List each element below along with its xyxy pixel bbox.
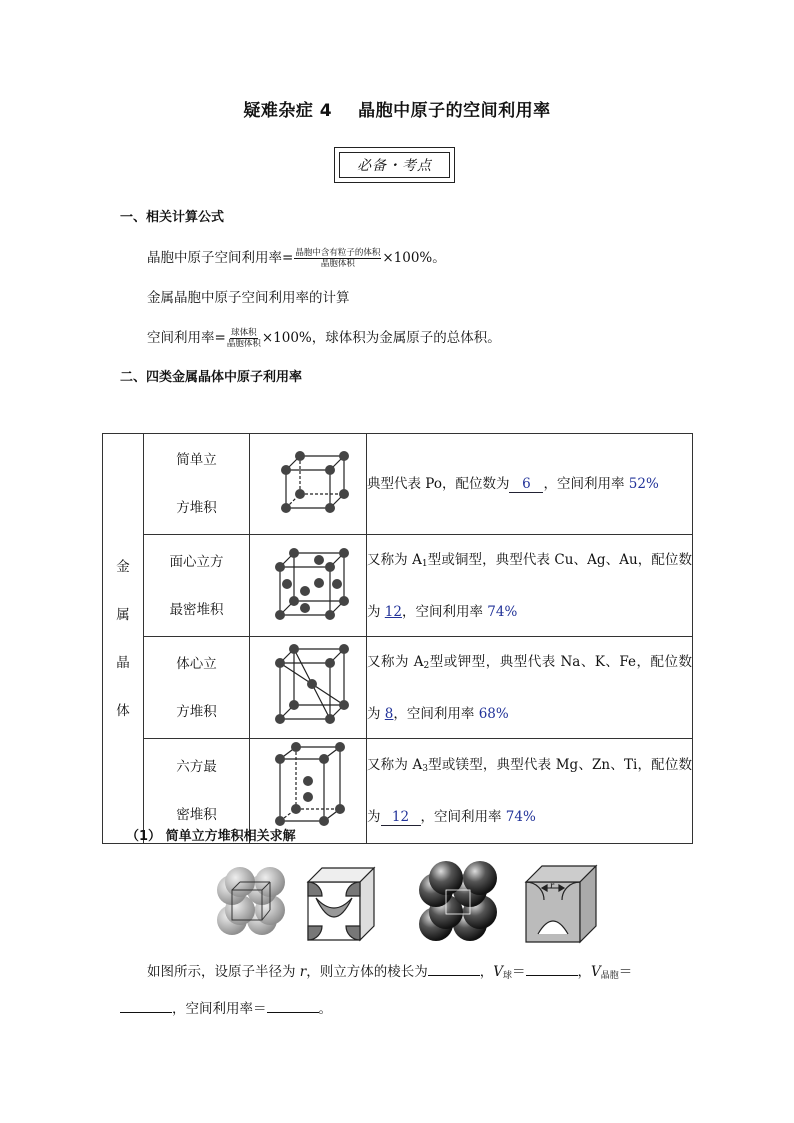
utilization-value: 74% <box>505 809 536 825</box>
volume-subscript: 球 <box>503 971 513 981</box>
formula2-suffix: ×100%，球体积为金属原子的总体积。 <box>261 330 501 346</box>
desc-text: 又称为 A <box>367 653 424 670</box>
structure-name-line2: 密堆积 <box>176 807 217 823</box>
bcc-diagram <box>250 637 367 734</box>
answer-blank[interactable] <box>428 975 480 976</box>
radius-symbol: r <box>299 964 307 980</box>
question-text: ，空间利用率＝ <box>172 1001 267 1017</box>
utilization-value: 68% <box>478 705 509 722</box>
formula-2 <box>147 326 501 349</box>
group-char: 晶 <box>116 654 130 671</box>
desc-text: ，空间利用率 <box>401 603 488 620</box>
desc-subscript: 3 <box>422 764 428 774</box>
answer-blank[interactable] <box>120 1012 172 1013</box>
structure-name-line2: 方堆积 <box>176 500 217 516</box>
structure-desc-cell <box>367 739 693 844</box>
desc-subscript: 2 <box>423 660 430 671</box>
subsection-heading: （1） 简单立方堆积相关求解 <box>126 829 296 844</box>
formula1-numerator: 晶胞中含有粒子的体积 <box>295 248 381 258</box>
structure-diagram-cell <box>250 434 367 535</box>
coordination-value: 8 <box>384 705 394 722</box>
coordination-blank: 12 <box>381 809 421 826</box>
question-text: 如图所示，设原子半径为 <box>147 964 300 980</box>
formula1-prefix: 晶胞中原子空间利用率= <box>147 250 294 266</box>
equals-sign: ＝ <box>512 964 526 980</box>
question-text: 。 <box>318 1001 332 1017</box>
question-line2 <box>120 997 332 1017</box>
structure-desc-cell <box>367 637 693 739</box>
structure-name-line1: 简单立 <box>176 452 217 468</box>
desc-text: 型或镁型，典型代表 Mg、Zn、Ti，配位数为 <box>367 757 692 825</box>
desc-text: 型或钾型，典型代表 Na、K、Fe，配位数为 <box>367 653 693 722</box>
coordination-value: 12 <box>384 603 402 620</box>
question-line1 <box>147 960 707 981</box>
formula1-suffix: ×100%。 <box>382 250 446 266</box>
desc-text: ，空间利用率 <box>393 705 479 722</box>
volume-symbol: V <box>493 964 504 980</box>
hcp-diagram <box>250 739 367 839</box>
title-text: 晶胞中原子的空间利用率 <box>358 101 551 121</box>
question-text: ，则立方体的棱长为 <box>306 964 428 980</box>
formula2-numerator: 球体积 <box>231 328 257 338</box>
formula1-fraction <box>294 248 381 269</box>
badge-label: 必备・考点 <box>339 152 450 178</box>
structure-name-line1: 面心立方 <box>169 553 224 570</box>
question-text: ， <box>577 964 592 980</box>
answer-blank[interactable] <box>526 975 578 976</box>
radius-label: r <box>550 881 554 890</box>
table-row <box>103 637 693 739</box>
volume-symbol: V <box>591 964 601 980</box>
utilization-value: 74% <box>487 603 518 620</box>
dark-spheres-figure <box>419 861 497 941</box>
section-badge <box>334 147 455 183</box>
desc-text: 典型代表 Po，配位数为 <box>367 476 510 492</box>
equals-sign: ＝ <box>618 964 633 980</box>
desc-text: ，空间利用率 <box>420 809 506 825</box>
title-number: 疑难杂症 4 <box>243 101 333 121</box>
section2-heading: 二、四类金属晶体中原子利用率 <box>120 370 303 385</box>
desc-text: ，空间利用率 <box>543 476 629 492</box>
cut-cube-figure <box>308 868 374 940</box>
formula2-prefix: 空间利用率= <box>147 330 226 346</box>
structure-desc-cell <box>367 434 693 535</box>
structure-diagram-cell <box>250 535 367 637</box>
desc-text: 又称为 A <box>367 757 423 773</box>
grey-cube-figure <box>526 866 596 942</box>
soft-spheres-figure <box>217 867 285 935</box>
structure-diagram-cell <box>250 637 367 739</box>
metal-calc-line: 金属晶胞中原子空间利用率的计算 <box>147 290 350 306</box>
group-char: 金 <box>116 558 130 575</box>
formula1-denominator: 晶胞体积 <box>320 259 355 269</box>
utilization-value: 52% <box>628 476 659 492</box>
simple-cubic-figures <box>208 858 688 948</box>
table-row <box>103 535 693 637</box>
structure-name-cell <box>144 637 250 739</box>
group-label-cell <box>103 434 144 844</box>
formula2-denominator: 晶胞体积 <box>226 339 261 349</box>
simple-cubic-diagram <box>250 434 367 530</box>
volume-subscript: 晶胞 <box>600 971 619 981</box>
desc-text: 型或铜型，典型代表 Cu、Ag、Au，配位数为 <box>367 551 692 620</box>
structure-name-line1: 体心立 <box>176 655 217 672</box>
structure-name-line1: 六方最 <box>176 759 217 775</box>
group-char: 属 <box>116 606 130 623</box>
answer-blank[interactable] <box>267 1012 319 1013</box>
page-title <box>0 96 794 121</box>
fcc-diagram <box>250 535 367 632</box>
table-row <box>103 434 693 535</box>
structure-name-line2: 方堆积 <box>176 703 217 720</box>
structure-desc-cell <box>367 535 693 637</box>
formula2-fraction <box>227 328 261 349</box>
structure-name-cell <box>144 434 250 535</box>
desc-subscript: 1 <box>421 558 428 569</box>
desc-text: 又称为 A <box>367 551 422 568</box>
coordination-blank: 6 <box>509 476 543 493</box>
formula-1 <box>147 246 446 269</box>
structure-name-line2: 最密堆积 <box>169 601 224 618</box>
section1-heading: 一、相关计算公式 <box>120 210 225 225</box>
group-char: 体 <box>116 702 130 719</box>
question-text: ， <box>479 964 494 980</box>
structure-name-cell <box>144 535 250 637</box>
metal-crystal-table <box>102 433 693 844</box>
